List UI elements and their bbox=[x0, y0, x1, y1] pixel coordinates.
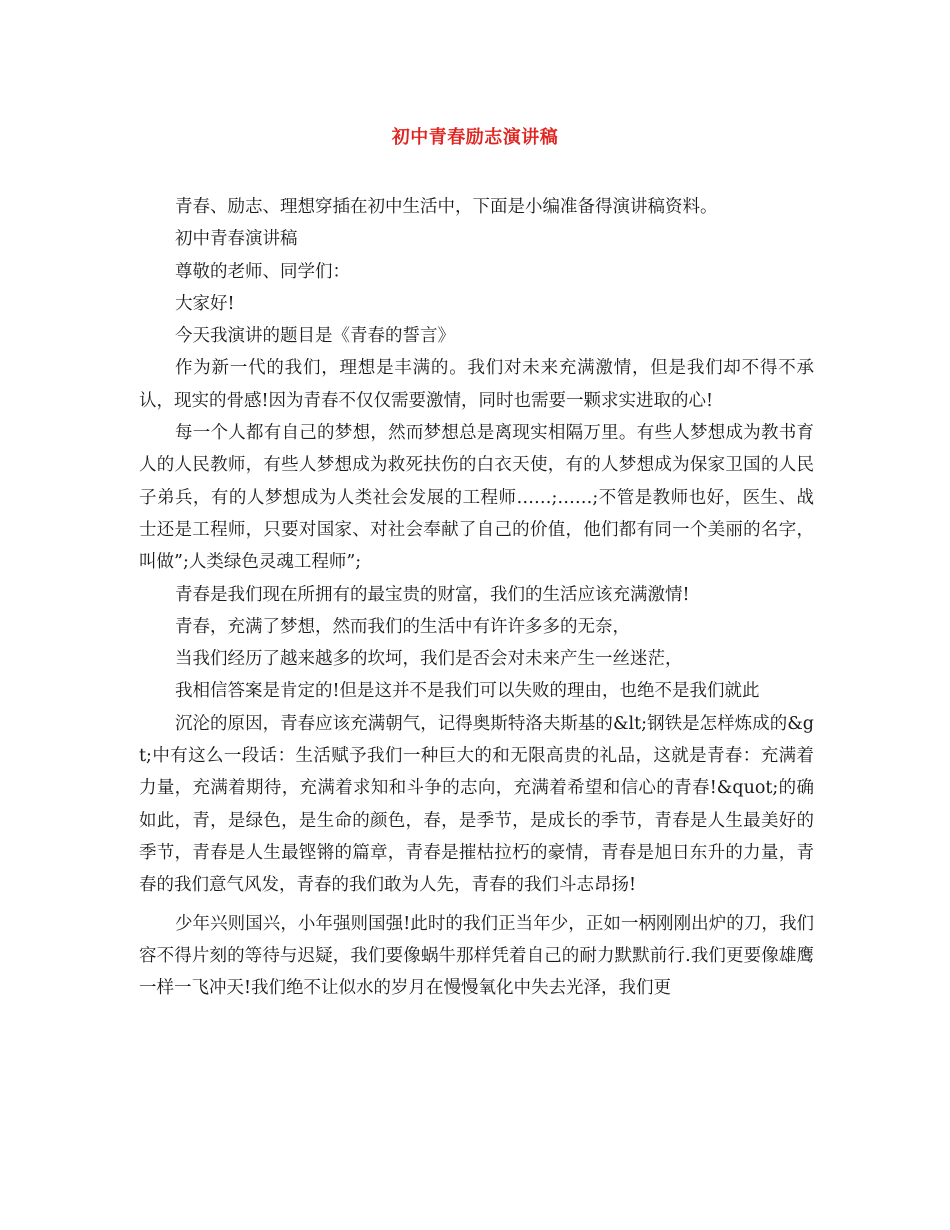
paragraph-subtitle: 初中青春演讲稿 bbox=[175, 229, 298, 250]
paragraph-belief: 我相信答案是肯定的!但是这并不是我们可以失败的理由，也绝不是我们就此 bbox=[175, 681, 760, 702]
paragraph-salutation: 尊敬的老师、同学们： bbox=[175, 261, 350, 282]
paragraph-topic: 今天我演讲的题目是《青春的誓言》 bbox=[175, 326, 455, 347]
paragraph-youth-strong: 少年兴则国兴，小年强则国强!此时的我们正当年少，正如一柄刚刚出炉的刀，我们容不得片刻的等待与迟疑，我们要像蜗牛那样凭着自己的耐力默默前行.我们更要像雄鹰一样一飞冲天!我们绝不让似水的岁月在慢慢氧化中失去光泽，我们更 bbox=[139, 913, 814, 999]
paragraph-intro: 青春、励志、理想穿插在初中生活中，下面是小编准备得演讲稿资料。 bbox=[175, 197, 718, 217]
document-body bbox=[139, 191, 814, 1004]
paragraph-greeting: 大家好! bbox=[175, 293, 235, 314]
paragraph-full-of-dreams: 青春，充满了梦想，然而我们的生活中有许许多多的无奈， bbox=[175, 616, 630, 637]
paragraph-youth-meaning: 沉沦的原因，青春应该充满朝气，记得奥斯特洛夫斯基的&lt;钢铁是怎样炼成的&gt;中有这么一段话：生活赋予我们一种巨大的和无限高贵的礼品，这就是青春：充满着力量，充满着期待，充满着求知和斗争的志向，充满着希望和信心的青春!&quot;的确如此，青，是绿色，是生命的颜色，春，是季节，是成长的季节，青春是人生最美好的季节，青春是人生最铿锵的篇章，青春是摧枯拉朽的豪情，青春是旭日东升的力量，青春的我们意气风发，青春的我们敢为人先，青春的我们斗志昂扬! bbox=[139, 713, 814, 896]
document-title: 初中青春励志演讲稿 bbox=[391, 127, 559, 148]
paragraph-hardships: 当我们经历了越来越多的坎坷，我们是否会对未来产生一丝迷茫， bbox=[175, 649, 683, 670]
paragraph-dreams: 每一个人都有自己的梦想，然而梦想总是离现实相隔万里。有些人梦想成为教书育人的人民教师，有些人梦想成为救死扶伤的白衣天使，有的人梦想成为保家卫国的人民子弟兵，有的人梦想成为人类社会发展的工程师……;……;不管是教师也好，医生、战士还是工程师，只要对国家、对社会奉献了自己的价值，他们都有同一个美丽的名字，叫做”;人类绿色灵魂工程师”; bbox=[139, 423, 814, 573]
paragraph-treasure: 青春是我们现在所拥有的最宝贵的财富，我们的生活应该充满激情! bbox=[175, 584, 690, 605]
paragraph-ideal: 作为新一代的我们，理想是丰满的。我们对未来充满激情，但是我们却不得不承认，现实的骨感!因为青春不仅仅需要激情，同时也需要一颗求实进取的心! bbox=[139, 358, 814, 411]
